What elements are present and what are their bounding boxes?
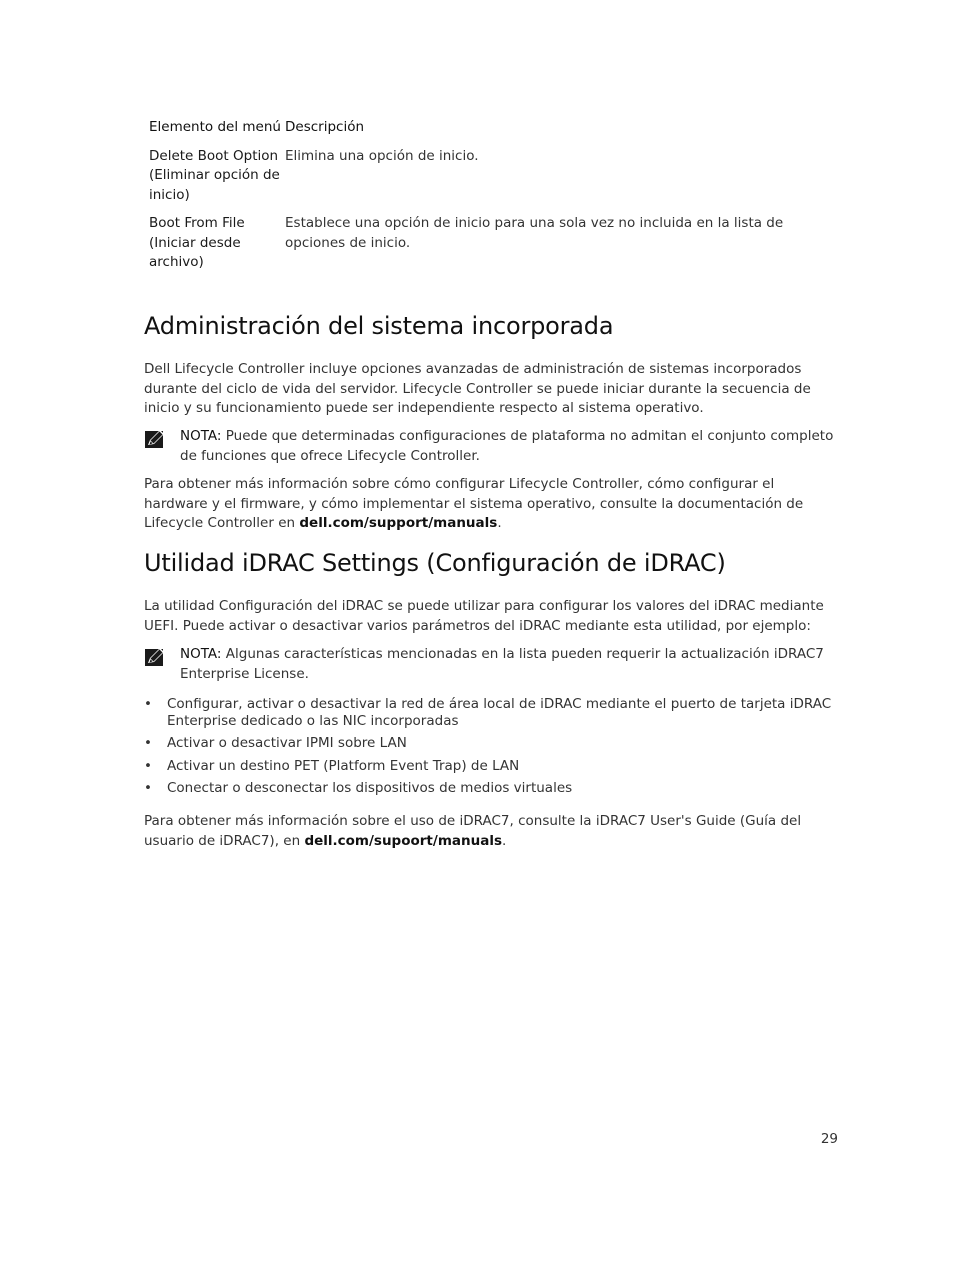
table-cell-description: Elimina una opción de inicio. — [285, 147, 479, 164]
note-body: Algunas características mencionadas en la lista pueden requerir la actualización iDRAC7 Enterprise License. — [180, 646, 824, 682]
note-text — [180, 427, 842, 466]
section2-intro-paragraph: La utilidad Configuración del iDRAC se puede utilizar para configurar los valores del iDRAC mediante UEFI. Puede activar o desactivar varios parámetros del iDRAC mediante esta utilidad, por ejemplo: — [144, 598, 824, 634]
section1-intro-paragraph: Dell Lifecycle Controller incluye opciones avanzadas de administración de sistemas incorporados durante del ciclo de vida del servidor. Lifecycle Controller se puede iniciar durante la secuencia de inicio y su funcionamiento puede ser independiente respecto al sistema operativo. — [144, 361, 811, 416]
table-cell-description: Establece una opción de inicio para una sola vez no incluida en la lista de opciones de inicio. — [285, 215, 784, 251]
table-cell-item: Delete Boot Option (Eliminar opción de inicio) — [149, 147, 280, 203]
table-header-row — [149, 118, 839, 138]
bullet-icon: • — [144, 780, 152, 796]
idrac-options-list — [144, 696, 842, 803]
list-item-text: Conectar o desconectar los dispositivos de medios virtuales — [167, 780, 573, 796]
bullet-icon: • — [144, 757, 152, 774]
table-row — [149, 147, 839, 206]
more-info-text: Para obtener más información sobre cómo configurar Lifecycle Controller, cómo configurar el hardware y el firmware, y cómo implementar el sistema operativo, consulte la documentación de Lifecycle Controller en — [144, 476, 804, 531]
more-info-text: Para obtener más información sobre el uso de iDRAC7, consulte la iDRAC7 User's Guide (Guía del usuario de iDRAC7), en — [144, 813, 802, 849]
page-number: 29 — [820, 1131, 838, 1147]
list-item — [144, 696, 842, 729]
section-heading-embedded-management: Administración del sistema incorporada — [144, 312, 614, 340]
list-item-text: Configurar, activar o desactivar la red de área local de iDRAC mediante el puerto de tarjeta iDRAC Enterprise dedicado o las NIC incorporadas — [167, 696, 832, 729]
list-item-text: Activar o desactivar IPMI sobre LAN — [167, 735, 407, 751]
table-cell-item: Boot From File (Iniciar desde archivo) — [149, 215, 245, 270]
note-text — [180, 645, 842, 684]
support-manuals-link[interactable]: dell.com/support/manuals — [299, 515, 498, 531]
list-item — [144, 780, 842, 797]
list-item — [144, 735, 842, 752]
pencil-note-icon — [144, 428, 166, 450]
note-label: NOTA: — [180, 428, 222, 444]
note-body: Puede que determinadas configuraciones de plataforma no admitan el conjunto completo de funciones que ofrece Lifecycle Controller. — [180, 428, 834, 464]
section2-more-info-paragraph — [144, 812, 842, 851]
menu-items-table — [149, 118, 839, 273]
bullet-icon: • — [144, 735, 152, 751]
note-block — [144, 427, 842, 466]
section-heading-idrac-settings: Utilidad iDRAC Settings (Configuración de iDRAC) — [144, 549, 726, 577]
table-header-item: Elemento del menú — [149, 119, 281, 135]
more-info-end: . — [497, 515, 502, 531]
supoort-manuals-link[interactable]: dell.com/supoort/manuals — [304, 832, 502, 849]
table-row — [149, 214, 839, 273]
list-item-text: Activar un destino PET (Platform Event Trap) de LAN — [167, 757, 520, 774]
list-item — [144, 758, 842, 775]
note-block — [144, 645, 842, 684]
bullet-icon: • — [144, 696, 152, 712]
section1-more-info-paragraph — [144, 475, 842, 534]
pencil-note-icon — [144, 646, 166, 668]
note-label: NOTA: — [180, 646, 222, 662]
more-info-end: . — [502, 832, 507, 849]
table-header-description: Descripción — [285, 119, 365, 135]
